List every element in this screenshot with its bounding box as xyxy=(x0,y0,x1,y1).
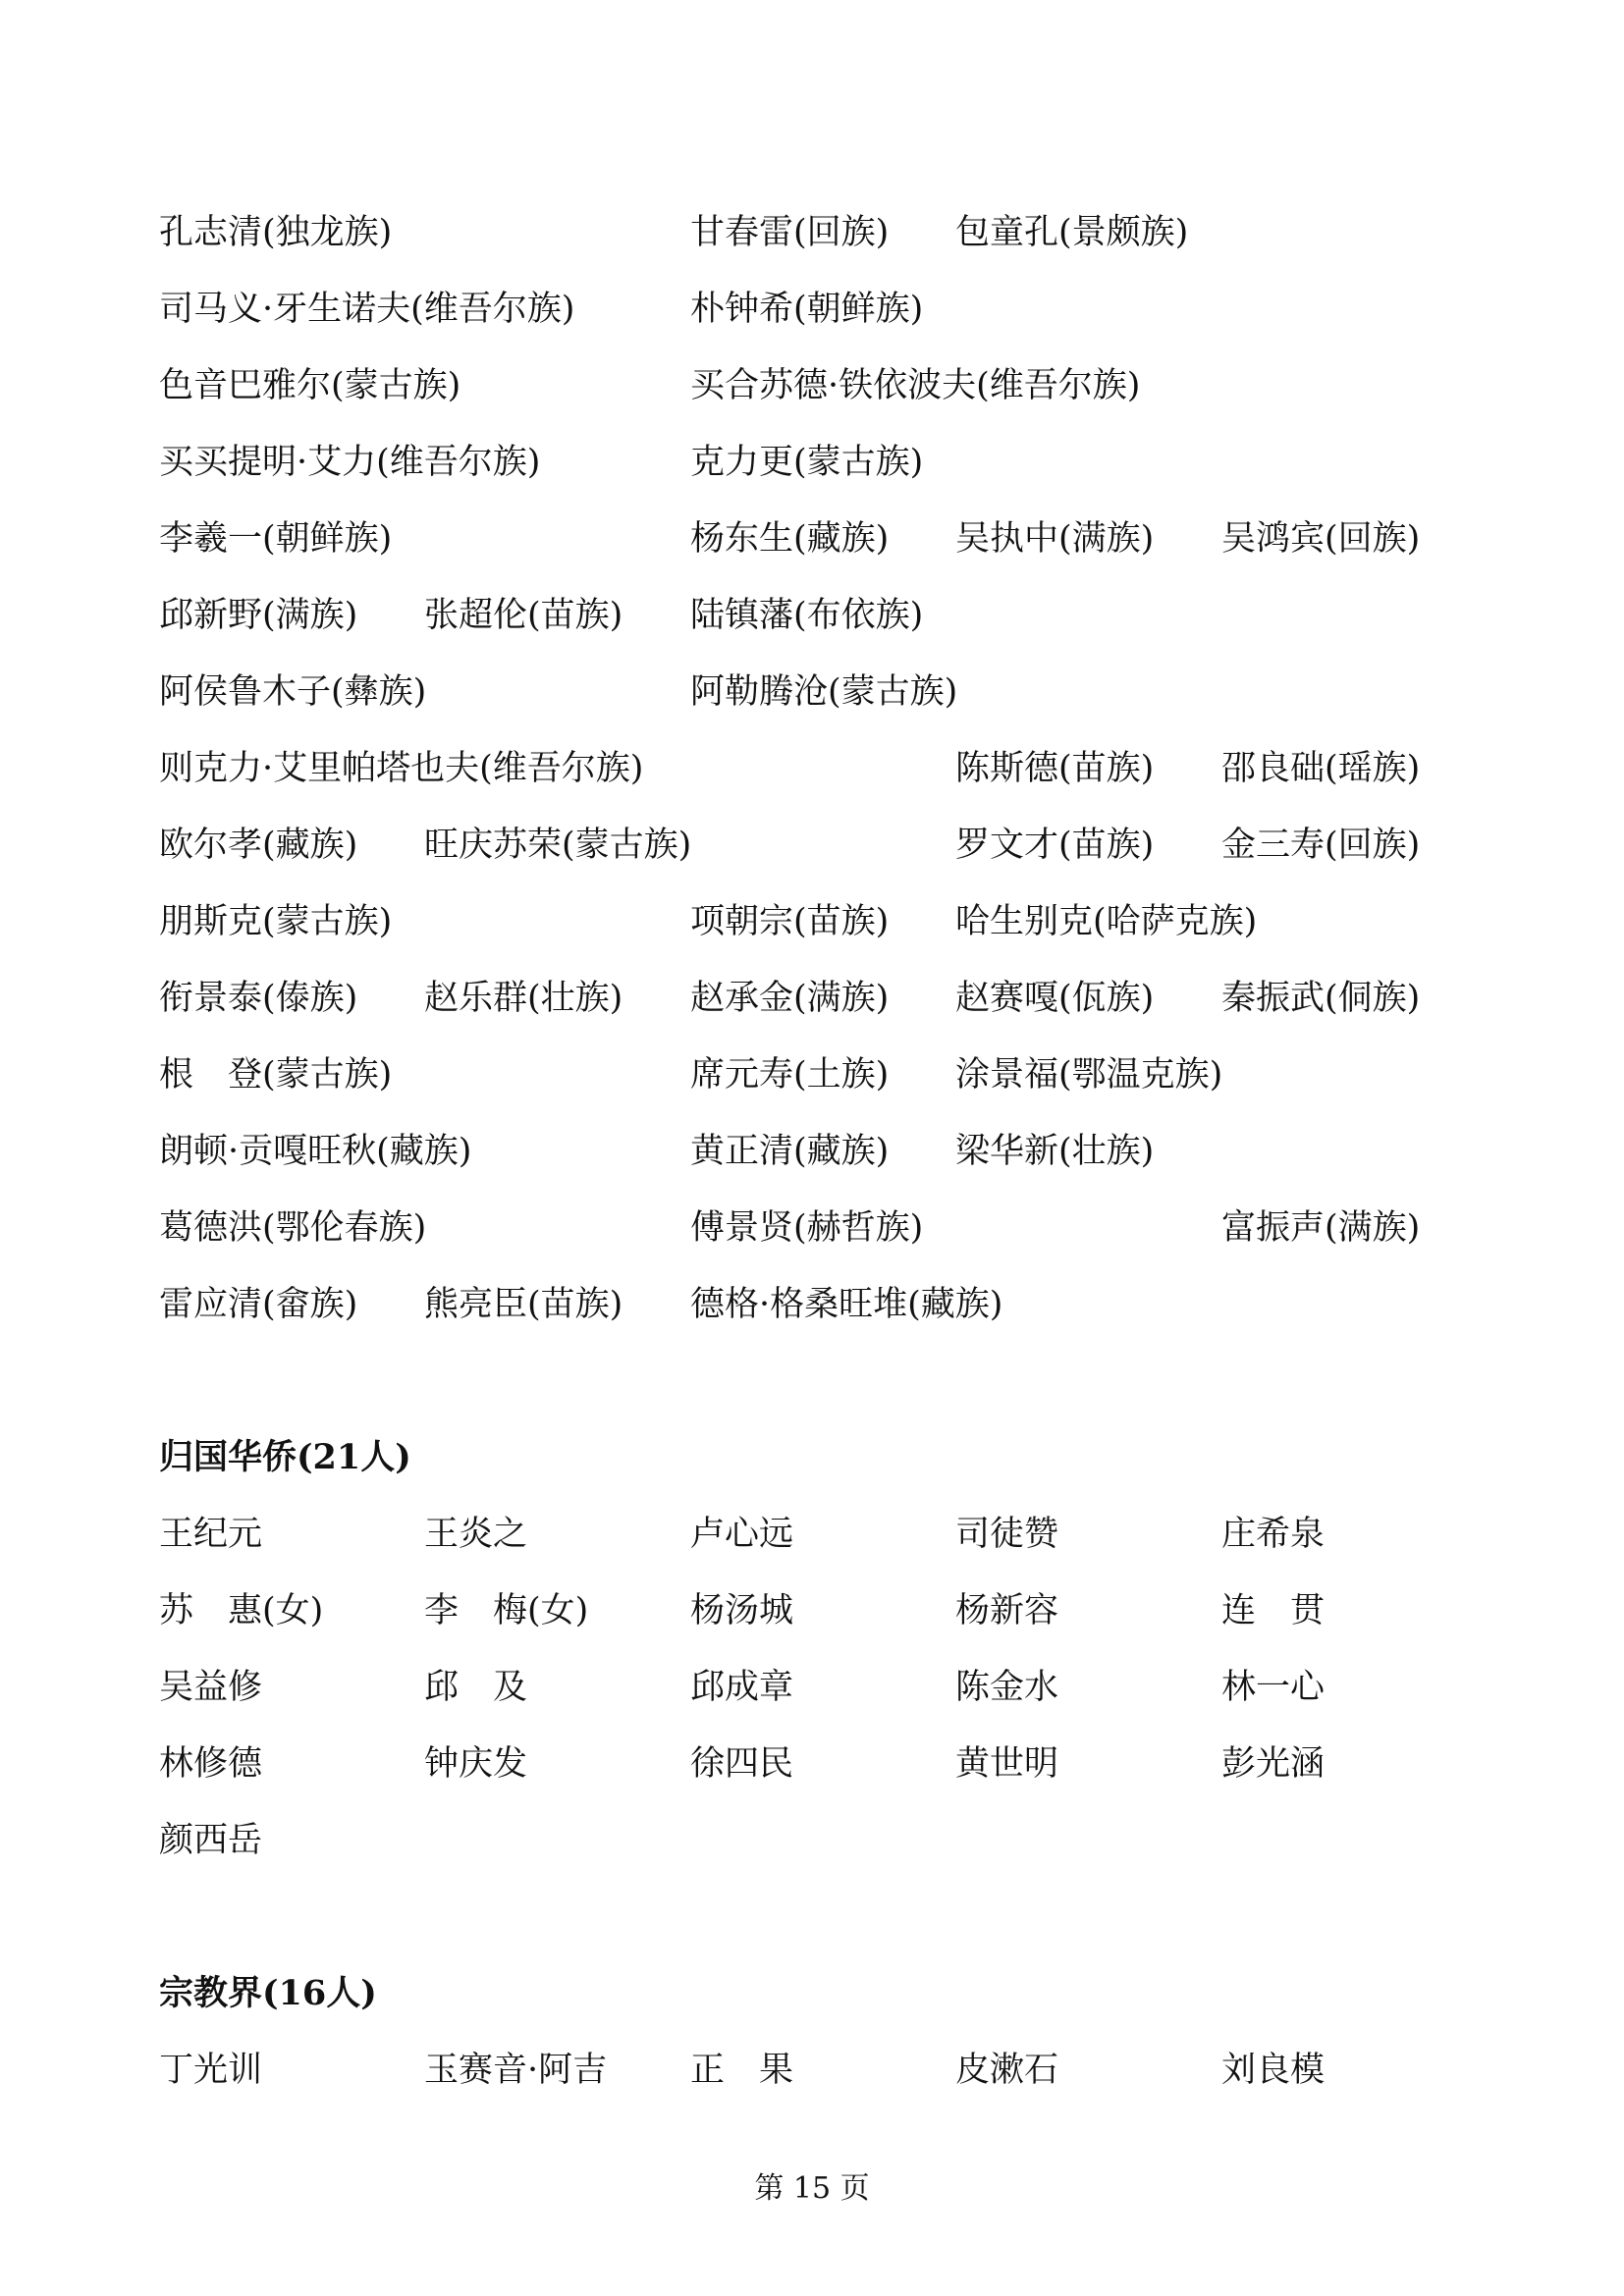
list-row xyxy=(159,208,1465,285)
name-entry: 黄世明 xyxy=(955,1744,1059,1784)
name-entry: 王纪元 xyxy=(159,1515,263,1554)
name-entry: 雷应清(畲族) xyxy=(159,1285,358,1324)
name-entry: 林一心 xyxy=(1221,1668,1326,1707)
name-entry: 色音巴雅尔(蒙古族) xyxy=(159,366,461,405)
name-entry: 张超伦(苗族) xyxy=(424,596,623,635)
name-entry: 杨汤城 xyxy=(690,1591,794,1630)
list-row xyxy=(159,897,1465,974)
name-entry: 哈生别克(哈萨克族) xyxy=(955,902,1258,941)
name-entry: 陆镇藩(布依族) xyxy=(690,596,924,635)
list-row xyxy=(159,2046,1465,2122)
list-row xyxy=(159,1203,1465,1280)
list-row xyxy=(159,1816,1465,1893)
name-entry: 罗文才(苗族) xyxy=(955,826,1155,865)
name-entry: 德格·格桑旺堆(藏族) xyxy=(690,1285,1003,1324)
name-entry: 杨新容 xyxy=(955,1591,1059,1630)
name-entry: 衔景泰(傣族) xyxy=(159,979,358,1018)
ethnic-minorities-list xyxy=(159,208,1465,1357)
name-entry: 徐四民 xyxy=(690,1744,794,1784)
list-row xyxy=(159,591,1465,667)
name-entry: 丁光训 xyxy=(159,2051,263,2090)
name-entry: 孔志清(独龙族) xyxy=(159,213,393,252)
name-entry: 司马义·牙生诺夫(维吾尔族) xyxy=(159,290,575,329)
name-entry: 杨东生(藏族) xyxy=(690,519,890,559)
name-entry: 葛德洪(鄂伦春族) xyxy=(159,1208,427,1248)
religion-list xyxy=(159,2046,1465,2122)
name-entry: 彭光涵 xyxy=(1221,1744,1326,1784)
name-entry: 连 贯 xyxy=(1221,1591,1326,1630)
name-entry: 欧尔孝(藏族) xyxy=(159,826,358,865)
name-entry: 王炎之 xyxy=(424,1515,528,1554)
name-entry: 正 果 xyxy=(690,2051,794,2090)
name-entry: 甘春雷(回族) xyxy=(690,213,890,252)
list-row xyxy=(159,1127,1465,1203)
name-entry: 席元寿(土族) xyxy=(690,1055,890,1095)
name-entry: 司徒赞 xyxy=(955,1515,1059,1554)
list-row xyxy=(159,1663,1465,1739)
name-entry: 李 梅(女) xyxy=(424,1591,589,1630)
name-entry: 克力更(蒙古族) xyxy=(690,443,924,482)
name-entry: 庄希泉 xyxy=(1221,1515,1326,1554)
name-entry: 项朝宗(苗族) xyxy=(690,902,890,941)
list-row xyxy=(159,1739,1465,1816)
name-entry: 吴执中(满族) xyxy=(955,519,1155,559)
name-entry: 李羲一(朝鲜族) xyxy=(159,519,393,559)
name-entry: 陈斯德(苗族) xyxy=(955,749,1155,788)
name-entry: 颜西岳 xyxy=(159,1821,263,1860)
name-entry: 旺庆苏荣(蒙古族) xyxy=(424,826,692,865)
name-entry: 邱新野(满族) xyxy=(159,596,358,635)
section-heading-religion: 宗教界(16人) xyxy=(159,1973,377,2013)
name-entry: 熊亮臣(苗族) xyxy=(424,1285,623,1324)
name-entry: 秦振武(侗族) xyxy=(1221,979,1421,1018)
page-number: 第 15 页 xyxy=(754,2171,870,2206)
list-row xyxy=(159,1586,1465,1663)
name-entry: 涂景福(鄂温克族) xyxy=(955,1055,1223,1095)
name-entry: 黄正清(藏族) xyxy=(690,1132,890,1171)
name-entry: 包童孔(景颇族) xyxy=(955,213,1189,252)
list-row xyxy=(159,974,1465,1050)
name-entry: 吴鸿宾(回族) xyxy=(1221,519,1421,559)
name-entry: 吴益修 xyxy=(159,1668,263,1707)
name-entry: 赵赛嘎(佤族) xyxy=(955,979,1155,1018)
name-entry: 赵乐群(壮族) xyxy=(424,979,623,1018)
name-entry: 朴钟希(朝鲜族) xyxy=(690,290,924,329)
name-entry: 傅景贤(赫哲族) xyxy=(690,1208,924,1248)
name-entry: 苏 惠(女) xyxy=(159,1591,324,1630)
list-row xyxy=(159,1050,1465,1127)
name-entry: 皮漱石 xyxy=(955,2051,1059,2090)
name-entry: 根 登(蒙古族) xyxy=(159,1055,393,1095)
name-entry: 朋斯克(蒙古族) xyxy=(159,902,393,941)
name-list xyxy=(159,208,1465,2122)
name-entry: 邱成章 xyxy=(690,1668,794,1707)
list-row xyxy=(159,667,1465,744)
name-entry: 陈金水 xyxy=(955,1668,1059,1707)
list-row xyxy=(159,285,1465,361)
name-entry: 钟庆发 xyxy=(424,1744,528,1784)
name-entry: 刘良模 xyxy=(1221,2051,1326,2090)
name-entry: 阿侯鲁木子(彝族) xyxy=(159,672,427,712)
list-row xyxy=(159,361,1465,438)
name-entry: 卢心远 xyxy=(690,1515,794,1554)
section-heading-overseas-chinese: 归国华侨(21人) xyxy=(159,1437,411,1477)
list-row xyxy=(159,514,1465,591)
name-entry: 邵良础(瑶族) xyxy=(1221,749,1421,788)
name-entry: 朗顿·贡嘎旺秋(藏族) xyxy=(159,1132,472,1171)
name-entry: 则克力·艾里帕塔也夫(维吾尔族) xyxy=(159,749,644,788)
list-row xyxy=(159,438,1465,514)
name-entry: 阿勒腾沧(蒙古族) xyxy=(690,672,958,712)
name-entry: 玉赛音·阿吉 xyxy=(424,2051,608,2090)
name-entry: 买合苏德·铁依波夫(维吾尔族) xyxy=(690,366,1141,405)
list-row xyxy=(159,821,1465,897)
name-entry: 金三寿(回族) xyxy=(1221,826,1421,865)
overseas-chinese-list xyxy=(159,1510,1465,1893)
name-entry: 富振声(满族) xyxy=(1221,1208,1421,1248)
list-row xyxy=(159,1280,1465,1357)
name-entry: 林修德 xyxy=(159,1744,263,1784)
name-entry: 赵承金(满族) xyxy=(690,979,890,1018)
name-entry: 梁华新(壮族) xyxy=(955,1132,1155,1171)
name-entry: 买买提明·艾力(维吾尔族) xyxy=(159,443,541,482)
list-row xyxy=(159,1510,1465,1586)
name-entry: 邱 及 xyxy=(424,1668,528,1707)
list-row xyxy=(159,744,1465,821)
